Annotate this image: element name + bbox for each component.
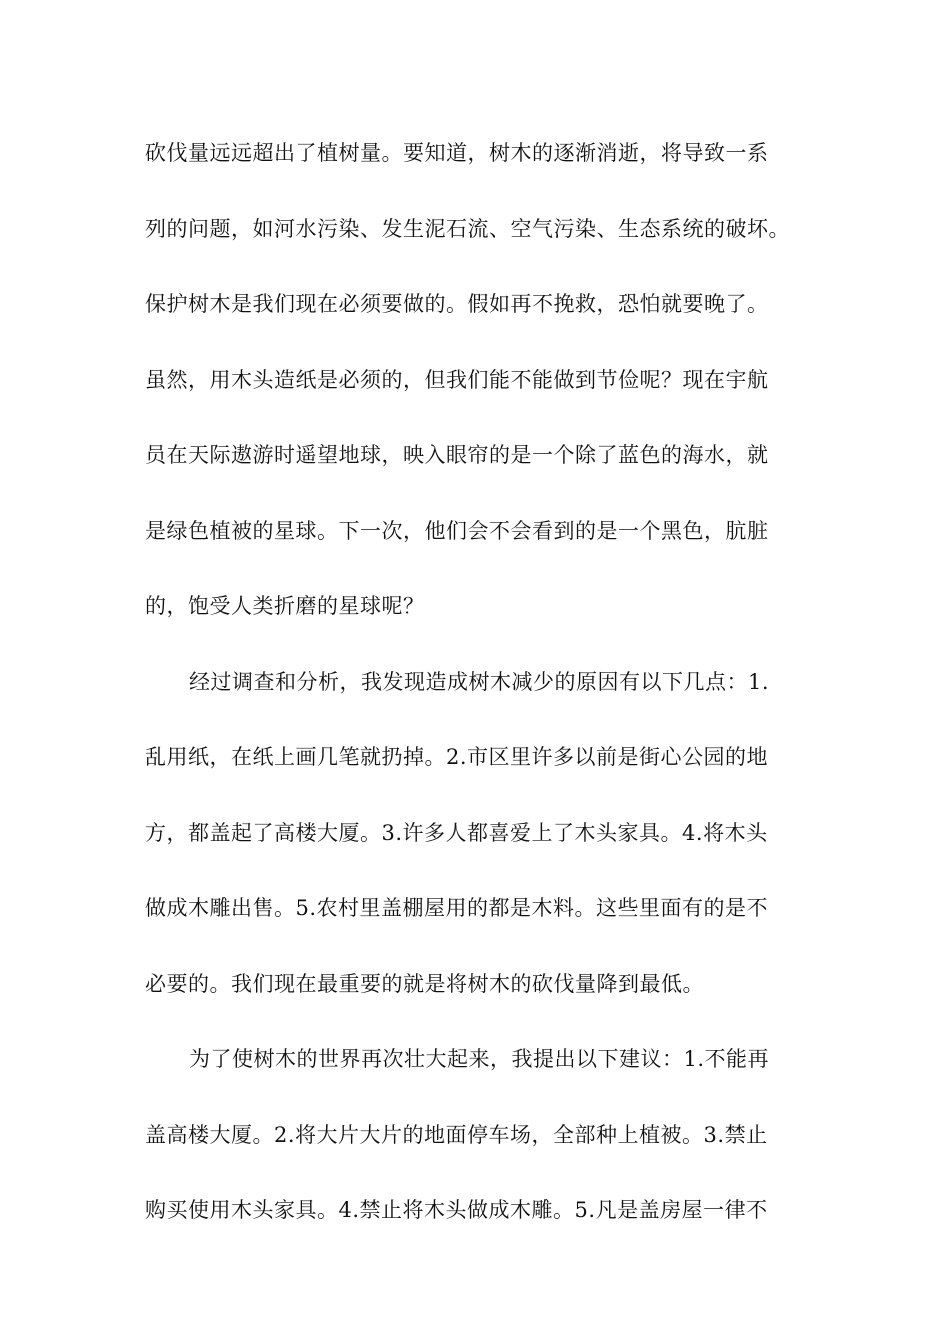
text-line-2: 列的问题，如河水污染、发生泥石流、空气污染、生态系统的破坏。 xyxy=(145,216,790,241)
paragraph-start-line-13: 为了使树木的世界再次壮大起来，我提出以下建议：1.不能再 xyxy=(189,1047,770,1071)
paragraph-start-line-8: 经过调查和分析，我发现造成树木减少的原因有以下几点：1. xyxy=(189,669,770,694)
text-line-7: 的，饱受人类折磨的星球呢？ xyxy=(145,594,425,618)
text-line-9: 乱用纸，在纸上画几笔就扔掉。2.市区里许多以前是街心公园的地 xyxy=(145,745,769,769)
text-line-15: 购买使用木头家具。4.禁止将木头做成木雕。5.凡是盖房屋一律不 xyxy=(145,1198,768,1222)
text-line-12: 必要的。我们现在最重要的就是将树木的砍伐量降到最低。 xyxy=(145,971,704,996)
text-line-1: 砍伐量远远超出了植树量。要知道，树木的逐渐消逝，将导致一系 xyxy=(145,141,769,165)
text-line-4: 虽然，用木头造纸是必须的，但我们能不能做到节俭呢？现在宇航 xyxy=(145,367,769,392)
text-line-10: 方，都盖起了高楼大厦。3.许多人都喜爱上了木头家具。4.将木头 xyxy=(145,820,768,845)
text-line-14: 盖高楼大厦。2.将大片大片的地面停车场，全部种上植被。3.禁止 xyxy=(145,1122,768,1147)
text-line-11: 做成木雕出售。5.农村里盖棚屋用的都是木料。这些里面有的是不 xyxy=(145,896,769,920)
essay-text xyxy=(145,128,825,1261)
text-line-6: 是绿色植被的星球。下一次，他们会不会看到的是一个黑色，肮脏 xyxy=(145,518,769,543)
text-line-3: 保护树木是我们现在必须要做的。假如再不挽救，恐怕就要晚了。 xyxy=(145,292,769,316)
text-line-5: 员在天际遨游时遥望地球，映入眼帘的是一个除了蓝色的海水，就 xyxy=(145,443,769,467)
